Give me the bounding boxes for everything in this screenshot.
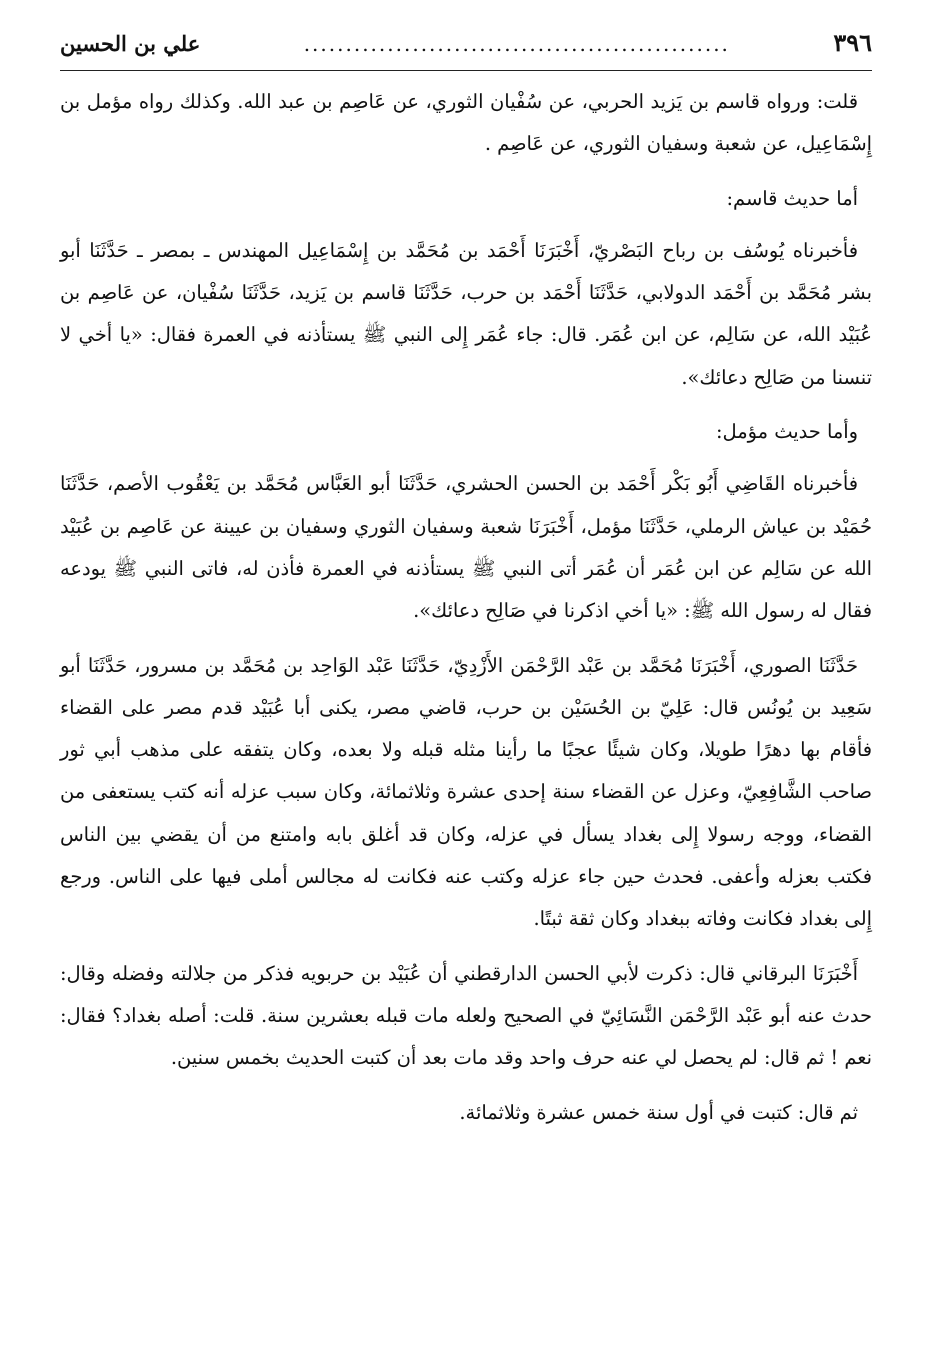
page-header	[60, 28, 872, 71]
document-page	[60, 28, 872, 1146]
running-title: علي بن الحسين	[60, 31, 201, 56]
page-body	[60, 81, 872, 1134]
paragraph-muammal-isnad: فأخبرناه القَاضِي أَبُو بَكْر أَحْمَد بن الحسن الحشري، حَدَّثَنَا أبو العَبَّاس مُحَمَّد بن يَعْقُوب الأصم، حَدَّثَنَا حُمَيْد بن عياش الرملي، حَدَّثَنَا مؤمل، أَخْبَرَنَا شعبة وسفيان الثوري وسفيان بن عيينة عن عَاصِم بن عُبَيْد الله عن سَالِم عن ابن عُمَر أن عُمَر أتى النبي ﷺ يستأذنه في العمرة فأذن له، فاتى النبي ﷺ يودعه فقال له رسول الله ﷺ: «يا أخي اذكرنا في صَالِح دعائك».	[60, 472, 872, 623]
heading-muammal-hadith: وأما حديث مؤمل:	[716, 420, 858, 444]
paragraph-riwayah-note: قلت: ورواه قاسم بن يَزيد الحربي، عن سُفْيان الثوري، عن عَاصِم بن عبد الله. وكذلك رواه مؤمل بن إِسْمَاعِيل، عن شعبة وسفيان الثوري، عن عَاصِم .	[60, 90, 872, 156]
page-number: ٣٩٦	[833, 28, 872, 57]
heading-qasim-hadith: أما حديث قاسم:	[726, 186, 858, 210]
paragraph-qasim-isnad: فأخبرناه يُوسُف بن رباح البَصْريّ، أَخْبَرَنَا أَحْمَد بن مُحَمَّد بن إِسْمَاعِيل المهندس ـ بمصر ـ حَدَّثَنَا أبو بشر مُحَمَّد بن أَحْمَد الدولابي، حَدَّثَنَا أَحْمَد بن حرب، حَدَّثَنَا قاسم بن يَزيد، حَدَّثَنَا سُفْيان، عن عَاصِم بن عُبَيْد الله، عن سَالِم، عن ابن عُمَر. قال: جاء عُمَر إِلى النبي ﷺ يستأذنه في العمرة فقال: «يا أخي لا تنسنا من صَالِح دعائك».	[60, 238, 872, 389]
paragraph-closing: ثم قال: كتبت في أول سنة خمس عشرة وثلاثمائة.	[459, 1100, 858, 1124]
paragraph-barqani: أَخْبَرَنَا البرقاني قال: ذكرت لأبي الحسن الدارقطني أن عُبَيْد بن حربويه فذكر من جلالته وفضله وقال: حدث عنه أبو عَبْد الرَّحْمَن النَّسَائِيّ في الصحيح ولعله مات قبله بعشرين سنة. قلت: أصله بغداد؟ فقال: نعم ! ثم قال: لم يحصل لي عنه حرف واحد وقد مات بعد أن كتبت الحديث بخمس سنين.	[60, 961, 872, 1070]
paragraph-biography: حَدَّثَنَا الصوري، أَخْبَرَنَا مُحَمَّد بن عَبْد الرَّحْمَن الأَزْدِيّ، حَدَّثَنَا عَبْد الوَاحِد بن مُحَمَّد بن مسرور، حَدَّثَنَا أبو سَعِيد بن يُونُس قال: عَلِيّ بن الحُسَيْن بن حرب، قاضي مصر، يكنى أبا عُبَيْد قدم مصر على القضاء فأقام بها دهرًا طويلا، وكان شيئًا عجبًا ما رأينا مثله قبله ولا بعده، وكان يتفقه على مذهب أبي ثور صاحب الشَّافِعِيّ، وعزل عن القضاء سنة إحدى عشرة وثلاثمائة، وكان سبب عزله أنه كتب يستعفى من القضاء، ووجه رسولا إِلى بغداد يسأل في عزله، وكان قد أغلق بابه وامتنع من أن يقضي بين الناس فكتب بعزله وأعفى. فحدث حين جاء عزله وكتب عنه فكانت له مجالس أملى فيها على الناس. ورجع إِلى بغداد فكانت وفاته ببغداد وكان ثقة ثبتًا.	[60, 653, 872, 931]
header-leader-dots: ...................................................	[303, 32, 730, 56]
